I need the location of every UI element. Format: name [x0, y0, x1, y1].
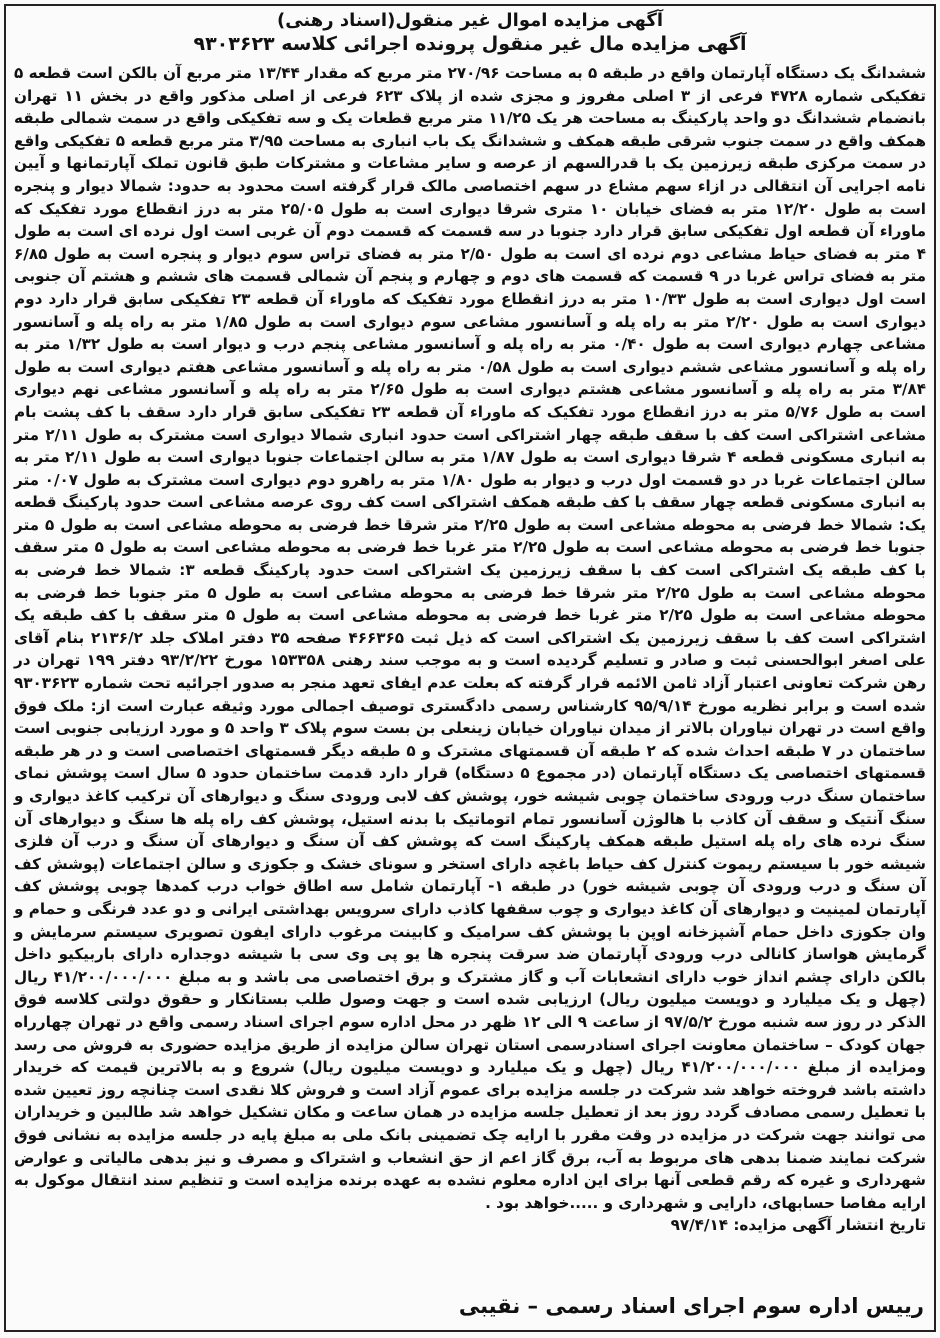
- notice-body: [14, 62, 926, 1237]
- publication-date: تاریخ انتشار آگهی مزایده: ۹۷/۴/۱۴: [670, 1216, 926, 1235]
- header: [0, 10, 940, 56]
- notice-paragraph: ششدانگ یک دستگاه آپارتمان واقع در طبقه ۵ به مساحت ۲۷۰/۹۶ متر مربع که مقدار ۱۳/۴۴ متر مربع آن بالکن است قطعه ۵ تفکیکی شماره ۴۷۲۸ فرعی از ۳ اصلی مفروز و مجزی شده از پلاک ۶۲۳ فرعی از اصلی مذکور واقع در بخش ۱۱ تهران بانضمام ششدانگ دو واحد پارکینگ به مساحت هر یک ۱۱/۲۵ متر مربع قطعات یک و سه تفکیکی واقع در سمت شمالی طبقه همکف واقع در سمت جنوب شرقی طبقه همکف و ششدانگ یک باب انباری به مساحت ۳/۹۵ متر مربع قطعه ۵ تفکیکی واقع در سمت مرکزی طبقه زیرزمین یک با قدرالسهم از عرصه و سایر مشاعات و مشترکات طبق قانون تملک آپارتمانها و آیین نامه اجرایی آن انتقالی در ازاء سهم مشاع در سهم اختصاصی مالک قرار گرفته است محدود به حدود: شمالا دیوار و پنجره است به طول ۱۲/۲۰ متر به فضای خیابان ۱۰ متری شرقا دیواری است به طول ۲۵/۰۵ متر به درز انقطاع مورد تفکیک که ماوراء آن قطعه اول تفکیکی سابق قرار دارد جنوبا در سه قسمت که قسمت دوم آن غربی است اول نرده ای است به طول ۴ متر به فضای حیاط مشاعی دوم نرده ای است به طول ۲/۵۰ متر به فضای تراس سوم دیوار و پنجره است به طول ۶/۸۵ متر به فضای تراس غربا در ۹ قسمت که قسمت های دوم و چهارم و پنجم آن شمالی قسمت های ششم و هشتم آن جنوبی است اول دیواری است به طول ۱۰/۳۳ متر به درز انقطاع مورد تفکیک که ماوراء آن قطعه ۲۳ تفکیکی سابق قرار دارد دوم دیواری است به طول ۲/۲۰ متر به راه پله و آسانسور مشاعی سوم دیواری است به طول ۱/۸۵ متر به راه پله و آسانسور مشاعی چهارم دیواری است به طول ۰/۴۰ متر به راه پله و آسانسور مشاعی پنجم درب و دیوار است به طول ۱/۳۲ متر به راه پله و آسانسور مشاعی ششم دیواری است به طول ۰/۵۸ متر به راه پله و آسانسور مشاعی هفتم دیواری است به طول ۳/۸۴ متر به راه پله و آسانسور مشاعی هشتم دیواری است به طول ۲/۶۵ متر به راه پله و آسانسور مشاعی نهم دیواری است به طول ۵/۷۶ متر به درز انقطاع مورد تفکیک که ماوراء آن قطعه ۲۳ تفکیکی سابق قرار دارد سقف با کف پشت بام مشاعی اشتراکی است کف با سقف طبقه چهار اشتراکی است حدود انباری شمالا دیواری است مشترک به طول ۲/۱۱ متر به انباری مسکونی قطعه ۴ شرقا دیواری است به طول ۱/۸۷ متر به سالن اجتماعات جنوبا دیواری است به طول ۲/۱۱ متر به سالن اجتماعات غربا در دو قسمت اول درب و دیوار به طول ۱/۸۰ متر به راهرو دوم دیواری است مشترک به طول ۰/۰۷ متر به انباری مسکونی قطعه چهار سقف با کف طبقه همکف اشتراکی است کف روی عرصه مشاعی است حدود پارکینگ قطعه یک: شمالا خط فرضی به محوطه مشاعی است به طول ۲/۲۵ متر شرقا خط فرضی به محوطه مشاعی است به طول ۵ متر جنوبا خط فرضی به محوطه مشاعی است به طول ۲/۲۵ متر غربا خط فرضی به محوطه مشاعی است به طول ۵ متر سقف با کف طبقه یک اشتراکی است کف با سقف زیرزمین یک اشتراکی است حدود پارکینگ قطعه ۳: شمالا خط فرضی به محوطه مشاعی است به طول ۲/۲۵ متر شرقا خط فرضی به محوطه مشاعی است به طول ۵ متر جنوبا خط فرضی به محوطه مشاعی است به طول ۲/۲۵ متر غربا خط فرضی به محوطه مشاعی است به طول ۵ متر سقف با کف طبقه یک اشتراکی است کف با سقف زیرزمین یک اشتراکی است که ذیل ثبت ۴۶۶۳۶۵ صفحه ۳۵ دفتر املاک جلد ۲۱۳۶/۲ بنام آقای علی اصغر ابوالحسنی ثبت و صادر و تسلیم گردیده است و به موجب سند رهنی ۱۵۳۳۵۸ مورخ ۹۳/۲/۲۲ دفتر ۱۹۹ تهران در رهن شرکت تعاونی اعتبار آزاد ثامن الائمه قرار گرفته که بعلت عدم ایفای تعهد منجر به صدور اجرائیه تحت شماره ۹۳۰۳۶۲۳ شده است و برابر نظریه مورخ ۹۵/۹/۱۴ کارشناس رسمی دادگستری توصیف اجمالی مورد وثیقه عبارت است از: ملک فوق واقع است در تهران نیاوران بالاتر از میدان نیاوران خیابان زینعلی بن بست سوم پلاک ۳ واحد ۵ و مورد ارزیابی جنوبی است ساختمان در ۷ طبقه احداث شده که ۲ طبقه آن قسمتهای مشترک و ۵ طبقه دیگر قسمتهای اختصاصی است و در هر طبقه قسمتهای اختصاصی یک دستگاه آپارتمان (در مجموع ۵ دستگاه) قرار دارد قدمت ساختمان حدود ۵ سال است پوشش نمای ساختمان سنگ درب ورودی ساختمان چوبی شیشه خور، پوشش کف لابی ورودی سنگ و دیوارهای آن ترکیب کاغذ دیواری و سنگ آنتیک و سقف آن کاذب با هالوژن آسانسور تمام اتوماتیک با بدنه استیل، پوشش کف راه پله ها سنگ و دیوارهای آن سنگ نرده های راه پله استیل طبقه همکف پارکینگ است که پوشش کف آن سنگ و دیوارهای آن سنگ و درب آن فلزی شیشه خور با سیستم ریموت کنترل کف حیاط باغچه دارای استخر و سونای خشک و جکوزی و سالن اجتماعات (پوشش کف آن سنگ و درب ورودی آن چوبی شیشه خور) در طبقه ۱- آپارتمان شامل سه اطاق خواب درب کمدها چوبی پوشش کف آپارتمان لمینیت و دیوارهای آن کاغذ دیواری و چوب سقفها کاذب دارای سرویس بهداشتی ایرانی و دو عدد فرنگی و حمام و وان جکوزی داخل حمام آشپزخانه اوپن با پوشش کف سرامیک و کابینت مرغوب دارای ایفون تصویری سیستم سرمایش و گرمایش هواساز کانالی درب ورودی آپارتمان ضد سرقت پنجره ها یو پی وی سی با شیشه دوجداره دارای باربیکیو داخل بالکن دارای چشم انداز خوب دارای انشعابات آب و گاز مشترک و برق اختصاصی می باشد و به مبلغ ۴۱/۲۰۰/۰۰۰/۰۰۰ ریال (چهل و یک میلیارد و دویست میلیون ریال) ارزیابی شده است و جهت وصول طلب بستانکار و حقوق دولتی کلاسه فوق الذکر در روز سه شنبه مورخ ۹۷/۵/۲ از ساعت ۹ الی ۱۲ ظهر در محل اداره سوم اجرای اسناد رسمی واقع در تهران چهارراه جهان کودک – ساختمان معاونت اجرای اسنادرسمی استان تهران سالن مزایده از طریق مزایده حضوری به فروش می رسد ومزایده از مبلغ ۴۱/۲۰۰/۰۰۰/۰۰۰ ریال (چهل و یک میلیارد و دویست میلیون ریال) شروع و به بالاترین قیمت که خریدار داشته باشد فروخته خواهد شد شرکت در جلسه مزایده برای عموم آزاد است و فروش کلا نقدی است چنانچه روز تعیین شده با تعطیل رسمی مصادف گردد روز بعد از تعطیل جلسه مزایده در همان ساعت و مکان تشکیل خواهد شد طالبین و خریداران می توانند جهت شرکت در مزایده در وقت مقرر با ارایه چک تضمینی بانک ملی به مبلغ پایه در جلسه مزایده به نشانی فوق شرکت نمایند ضمنا بدهی های مربوط به آب، برق گاز اعم از حق انشعاب و اشتراک و مصرف و نیز بدهی مالیاتی و عوارض شهرداری و غیره که رقم قطعی آنها برای این اداره معلوم نشده به عهده برنده مزایده است و تنظیم سند انتقال موکول به ارایه مفاصا حسابهای، دارایی و شهرداری و .....خواهد بود .: [14, 64, 927, 1212]
- signature-line: رییس اداره سوم اجرای اسناد رسمی – نقیبی: [458, 1294, 924, 1318]
- case-title: آگهی مزایده مال غیر منقول پرونده اجرائی کلاسه ۹۳۰۳۶۲۳: [193, 33, 747, 55]
- auction-title: آگهی مزایده اموال غیر منقول(اسناد رهنی): [276, 10, 663, 31]
